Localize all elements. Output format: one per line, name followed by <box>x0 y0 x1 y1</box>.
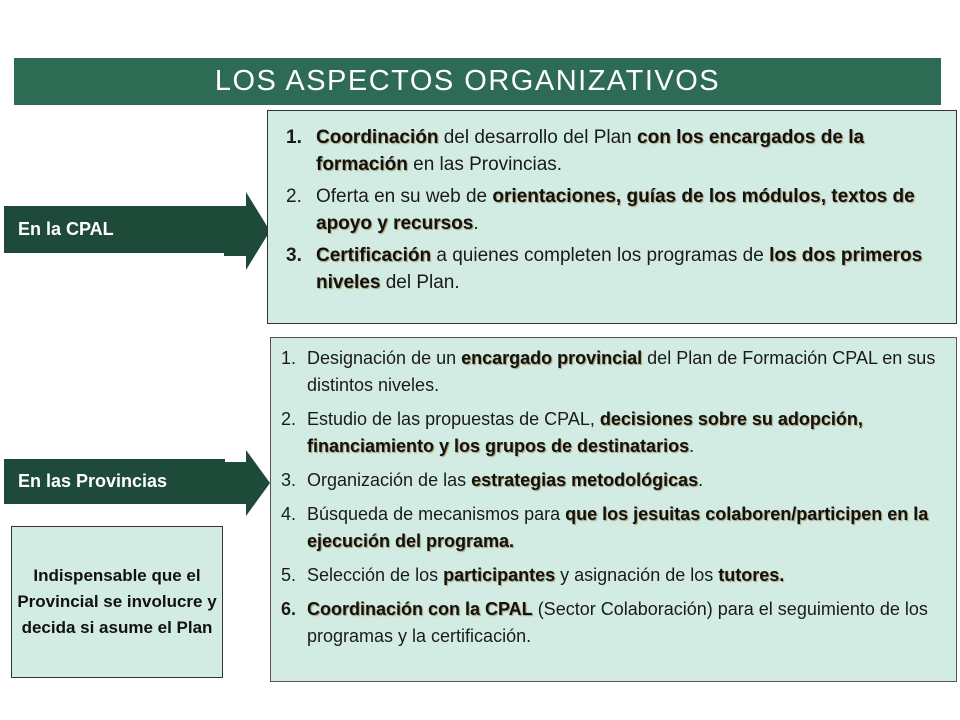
provincias-box <box>270 337 957 682</box>
item-text: del Plan. <box>380 272 460 293</box>
highlight-text: Certificación <box>316 245 432 266</box>
provincias-label <box>4 459 225 504</box>
note-box <box>11 526 223 678</box>
list-item <box>268 242 948 296</box>
item-text: Organización de las <box>307 470 472 490</box>
item-number: 1. <box>281 348 297 368</box>
item-text: en las Provincias. <box>407 154 563 175</box>
item-text: Oferta en su web de <box>316 186 493 207</box>
highlight-text: decisiones sobre su adopción, financiamiento y los grupos de destinatarios <box>307 409 863 456</box>
list-item <box>271 345 946 399</box>
list-item <box>268 124 948 178</box>
highlight-text: orientaciones, guías de los módulos, textos de apoyo y recursos <box>316 186 915 234</box>
item-text: del Plan de Formación CPAL en sus distintos niveles. <box>307 348 936 395</box>
item-number: 4. <box>281 504 297 524</box>
highlight-text: los dos primeros niveles <box>316 245 923 293</box>
list-item <box>271 596 946 650</box>
list-item <box>271 406 946 460</box>
list-item <box>271 562 946 589</box>
highlight-text: tutores. <box>718 565 785 585</box>
highlight-text: que los jesuitas colaboren/participen en la ejecución del programa. <box>307 504 929 551</box>
item-text: Estudio de las propuestas de CPAL, <box>307 409 600 429</box>
cpal-arrow-icon <box>224 192 270 270</box>
note-text: Indispensable que el Provincial se involucre y decida si asume el Plan <box>17 566 217 637</box>
page-title: LOS ASPECTOS ORGANIZATIVOS <box>214 65 721 97</box>
item-text: a quienes completen los programas de <box>431 245 770 266</box>
highlight-text: con los encargados de la formación <box>316 127 865 175</box>
highlight-text: estrategias metodológicas <box>471 470 699 490</box>
list-item <box>271 501 946 555</box>
item-text: del desarrollo del Plan <box>438 127 638 148</box>
item-text: Selección de los <box>307 565 444 585</box>
item-text: Designación de un <box>307 348 462 368</box>
highlight-text: Coordinación <box>316 127 439 148</box>
item-number: 2. <box>286 186 302 207</box>
cpal-label <box>4 206 225 253</box>
item-text: Búsqueda de mecanismos para <box>307 504 566 524</box>
item-number: 3. <box>281 470 297 490</box>
item-text: y asignación de los <box>555 565 719 585</box>
highlight-text: encargado provincial <box>461 348 643 368</box>
item-text: (Sector Colaboración) para el seguimiento de los programas y la certificación. <box>307 599 928 646</box>
item-number: 3. <box>286 245 302 266</box>
cpal-list <box>268 111 956 296</box>
highlight-text: participantes <box>443 565 556 585</box>
item-text: . <box>689 436 695 456</box>
provincias-list <box>271 338 956 650</box>
provincias-label-text: En las Provincias <box>18 471 168 491</box>
item-number: 2. <box>281 409 297 429</box>
cpal-label-text: En la CPAL <box>18 219 114 239</box>
provincias-arrow-icon <box>224 450 270 516</box>
item-number: 1. <box>286 127 302 148</box>
item-number: 6. <box>281 599 297 619</box>
item-number: 5. <box>281 565 297 585</box>
cpal-box <box>267 110 957 324</box>
item-text: . <box>698 470 704 490</box>
highlight-text: Coordinación con la CPAL <box>307 599 533 619</box>
list-item <box>268 183 948 237</box>
item-text: . <box>473 213 479 234</box>
title-bar <box>14 58 941 105</box>
list-item <box>271 467 946 494</box>
